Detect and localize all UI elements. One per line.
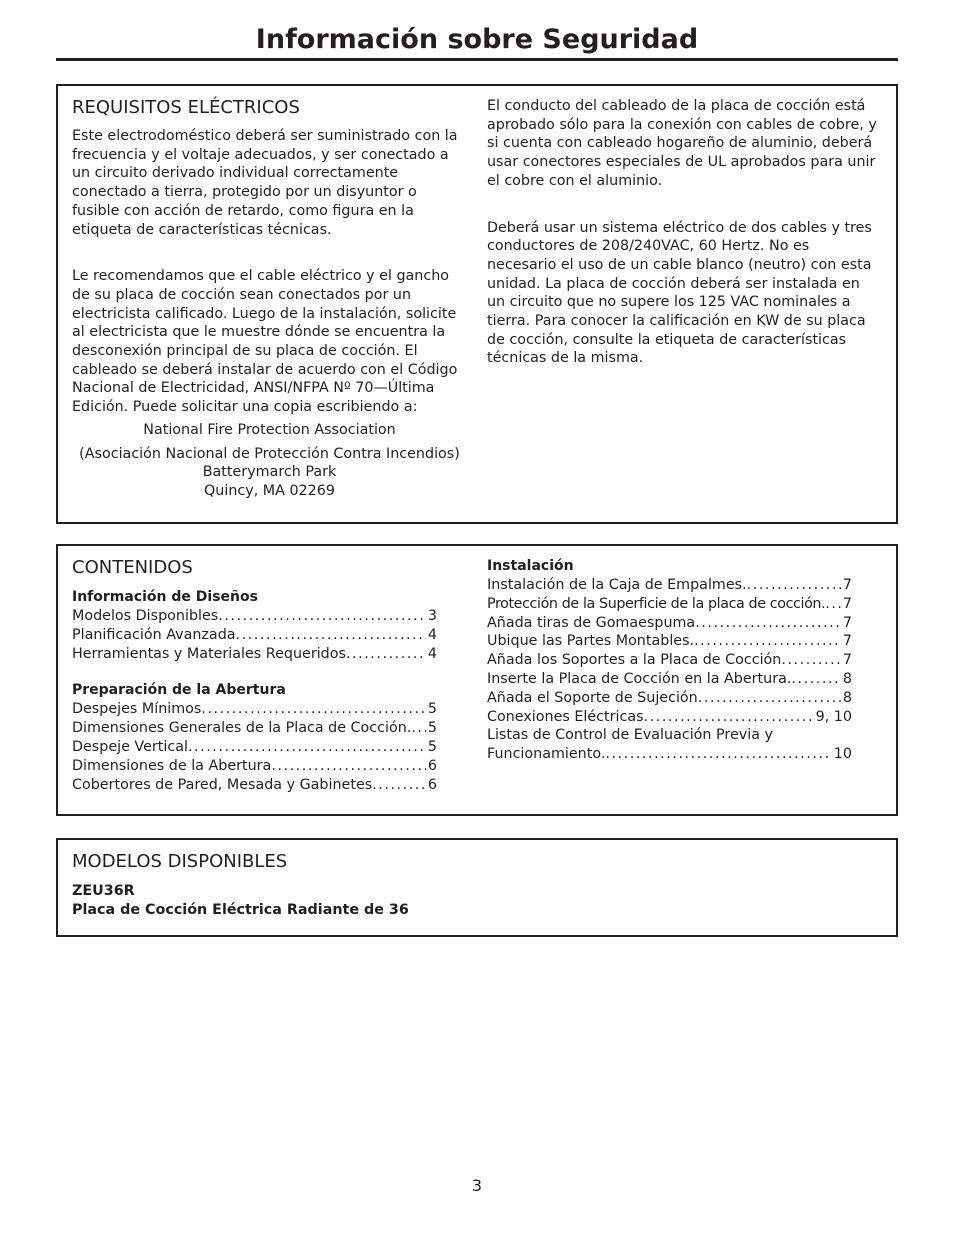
toc-item-page: 8 [842,670,852,687]
electrical-left-column [72,86,467,501]
toc-item-label: Añada tiras de Gomaespuma [487,614,696,631]
toc-item[interactable] [487,614,852,633]
toc-item-page: 4 [427,645,437,662]
toc-item-page: 10 [833,746,852,763]
toc-leader [791,670,840,689]
toc-list-design [72,607,437,663]
toc-leader [695,614,841,633]
toc-item-label: Funcionamiento. [487,746,606,763]
toc-leader [218,607,426,626]
toc-item-page: 5 [427,720,437,737]
toc-item[interactable] [72,719,437,738]
toc-section-title: Preparación de la Abertura [72,682,286,699]
toc-leader [201,700,426,719]
toc-item[interactable] [487,745,852,764]
model-number: ZEU36R [72,883,135,899]
electrical-paragraph-4: Deberá usar un sistema eléctrico de dos cables y tres conductores de 208/240VAC, 60 Hertz. No es necesario el uso de un cable blanco (neutro) con esta unidad. La placa de cocción deberá ser instalada en un circuito que no supere los 125 VAC nominales a tierra. Para conocer la calificación en KW de su placa de cocción, consulte la etiqueta de características técnicas de la misma. [487,219,872,367]
address-line-3: Batterymarch Park [202,464,337,481]
toc-item-page [850,726,852,745]
toc-leader [372,776,426,795]
toc-item-label: Planificación Avanzada [72,626,236,643]
model-description: Placa de Cocción Eléctrica Radiante de 36 [72,902,409,918]
models-column [72,840,772,920]
electrical-heading: REQUISITOS ELÉCTRICOS [72,97,300,118]
toc-item[interactable] [487,689,852,708]
toc-item-label: Inserte la Placa de Cocción en la Abertura. [487,670,792,687]
toc-item[interactable] [72,700,437,719]
contents-left-column [72,546,467,794]
toc-item-page: 5 [427,738,437,755]
toc-list-installation [487,576,852,764]
toc-item-label: Despeje Vertical [72,738,188,755]
toc-item-page: 8 [842,689,852,706]
toc-leader [236,626,426,645]
toc-item-page: 6 [427,757,437,774]
toc-section-title: Información de Diseños [72,589,258,605]
electrical-requirements-box [56,84,898,524]
toc-item-label: Herramientas y Materiales Requeridos [72,645,346,662]
models-box [56,838,898,937]
toc-item-page: 4 [427,626,437,643]
toc-item-page: 7 [842,595,852,612]
title-rule [56,58,898,61]
toc-leader [188,738,426,757]
toc-leader [825,595,841,614]
toc-item[interactable] [72,776,437,795]
toc-leader [271,757,426,776]
electrical-paragraph-3: El conducto del cableado de la placa de cocción está aprobado sólo para la conexión con cables de cobre, y si cuenta con cableado hogareño de aluminio, deberá usar conectores especiales de UL aprobados para unir el cobre con el aluminio. [487,98,877,189]
toc-leader [346,645,426,664]
nfpa-address [72,421,467,501]
toc-section-title: Instalación [487,558,574,574]
toc-item-label: Despejes Mínimos [72,701,202,718]
toc-leader [781,651,841,670]
toc-leader [644,708,814,727]
toc-item-page: 3 [427,608,437,624]
contents-box [56,544,898,816]
toc-item[interactable] [72,757,437,776]
toc-item[interactable] [487,632,852,651]
toc-item-page: 7 [842,652,852,669]
toc-item[interactable] [487,670,852,689]
toc-item[interactable] [487,651,852,670]
toc-item-page: 7 [842,614,852,631]
toc-item[interactable] [72,738,437,757]
toc-item-label: Ubique las Partes Montables. [487,633,695,650]
contents-heading: CONTENIDOS [72,557,193,578]
toc-item-label: Conexiones Eléctricas [487,708,644,725]
toc-leader [605,745,831,764]
toc-item[interactable] [487,708,852,727]
toc-item-label: Añada el Soporte de Sujeción [487,689,698,706]
page-title: Información sobre Seguridad [255,24,699,55]
toc-item-label: Añada los Soportes a la Placa de Cocción [487,652,782,669]
toc-item-page: 7 [842,577,852,593]
toc-item[interactable] [487,576,852,595]
toc-leader [747,576,841,595]
toc-item-page: 5 [427,701,437,718]
toc-item-label: Listas de Control de Evaluación Previa y [487,727,773,744]
page-number: 3 [471,1176,483,1195]
electrical-paragraph-2: Le recomendamos que el cable eléctrico y el gancho de su placa de cocción sean conectados por un electricista calificado. Luego de la instalación, solicite al electricista que le muestre dónde se encuentra la desconexión principal de su placa de cocción. El cableado se deberá instalar de acuerdo con el Código Nacional de Electricidad, ANSI/NFPA Nº 70—Última Edición. Puede solicitar una copia escribiendo a: [72,268,458,416]
toc-item-label: Protección de la Superficie de la placa de cocción. [487,595,826,612]
toc-list-opening [72,700,437,794]
toc-item-page: 7 [842,633,852,650]
models-heading: MODELOS DISPONIBLES [72,851,288,872]
toc-item[interactable] [72,645,437,664]
toc-item-page: 6 [427,776,437,793]
address-line-1: National Fire Protection Association [143,421,396,438]
address-line-2: (Asociación Nacional de Protección Contra Incendios) [79,445,460,462]
toc-item[interactable] [72,607,437,626]
toc-item-label: Modelos Disponibles [72,608,219,624]
address-line-4: Quincy, MA 02269 [204,482,335,499]
toc-item-label: Dimensiones de la Abertura [72,757,272,774]
contents-right-column [487,546,882,764]
toc-item-label: Instalación de la Caja de Empalmes. [487,577,747,593]
toc-item-page: 9, 10 [815,708,852,725]
toc-leader [694,632,841,651]
electrical-paragraph-1: Este electrodoméstico deberá ser suministrado con la frecuencia y el voltaje adecuados, y ser conectado a un circuito derivado individual correctamente conectado a tierra, protegido por un disyuntor o fusible con acción de retardo, como figura en la etiqueta de características técnicas. [72,128,458,238]
toc-leader [773,726,850,745]
toc-item[interactable] [72,626,437,645]
toc-leader [698,689,841,708]
toc-leader [411,719,426,738]
toc-item[interactable] [487,595,852,614]
toc-item[interactable] [487,726,852,745]
toc-item-label: Cobertores de Pared, Mesada y Gabinetes [72,776,373,793]
electrical-right-column [487,86,882,368]
toc-item-label: Dimensiones Generales de la Placa de Cocción. [72,720,412,737]
